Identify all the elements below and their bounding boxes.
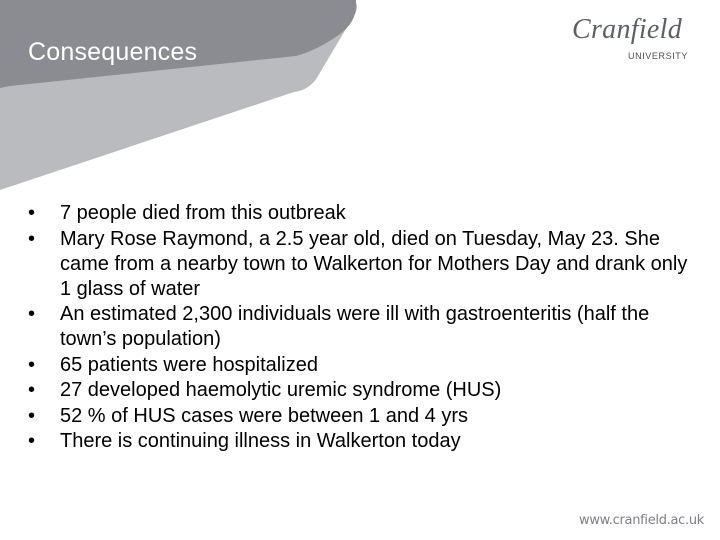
bullet-item xyxy=(28,201,698,226)
bullet-text: 27 developed haemolytic uremic syndrome (HUS) xyxy=(60,379,502,401)
bullet-text: 52 % of HUS cases were between 1 and 4 yrs xyxy=(60,404,468,427)
bullet-text: Mary Rose Raymond, a 2.5 year old, died on Tuesday, May 23. She came from a nearby town to Walkerton for Mothers Day and drank only 1 glass of water xyxy=(60,227,688,300)
bullet-icon: • xyxy=(28,202,36,224)
bullet-text: 7 people died from this outbreak xyxy=(60,202,346,224)
logo-wordmark: Cranfield xyxy=(572,14,683,45)
bullet-icon: • xyxy=(28,404,36,427)
footer-url[interactable]: www.cranfield.ac.uk xyxy=(579,513,705,528)
bullet-item xyxy=(28,302,698,352)
cranfield-logo xyxy=(572,14,702,66)
bullet-icon: • xyxy=(28,430,36,452)
bullet-list xyxy=(28,201,698,455)
bullet-item xyxy=(28,429,698,454)
bullet-icon: • xyxy=(28,227,36,250)
bullet-icon: • xyxy=(28,303,36,325)
logo-subtitle: UNIVERSITY xyxy=(628,51,689,61)
bullet-item xyxy=(28,227,698,302)
bullet-item xyxy=(28,353,698,378)
bullet-text: 65 patients were hospitalized xyxy=(60,353,318,376)
bullet-text: There is continuing illness in Walkerton today xyxy=(60,430,461,452)
bullet-icon: • xyxy=(28,353,36,376)
bullet-text: An estimated 2,300 individuals were ill with gastroenteritis (half the town’s population) xyxy=(60,303,650,350)
header-band xyxy=(0,0,360,190)
bullet-item xyxy=(28,404,698,429)
slide-title: Consequences xyxy=(28,38,198,66)
bullet-item xyxy=(28,378,698,403)
bullet-icon: • xyxy=(28,379,36,401)
